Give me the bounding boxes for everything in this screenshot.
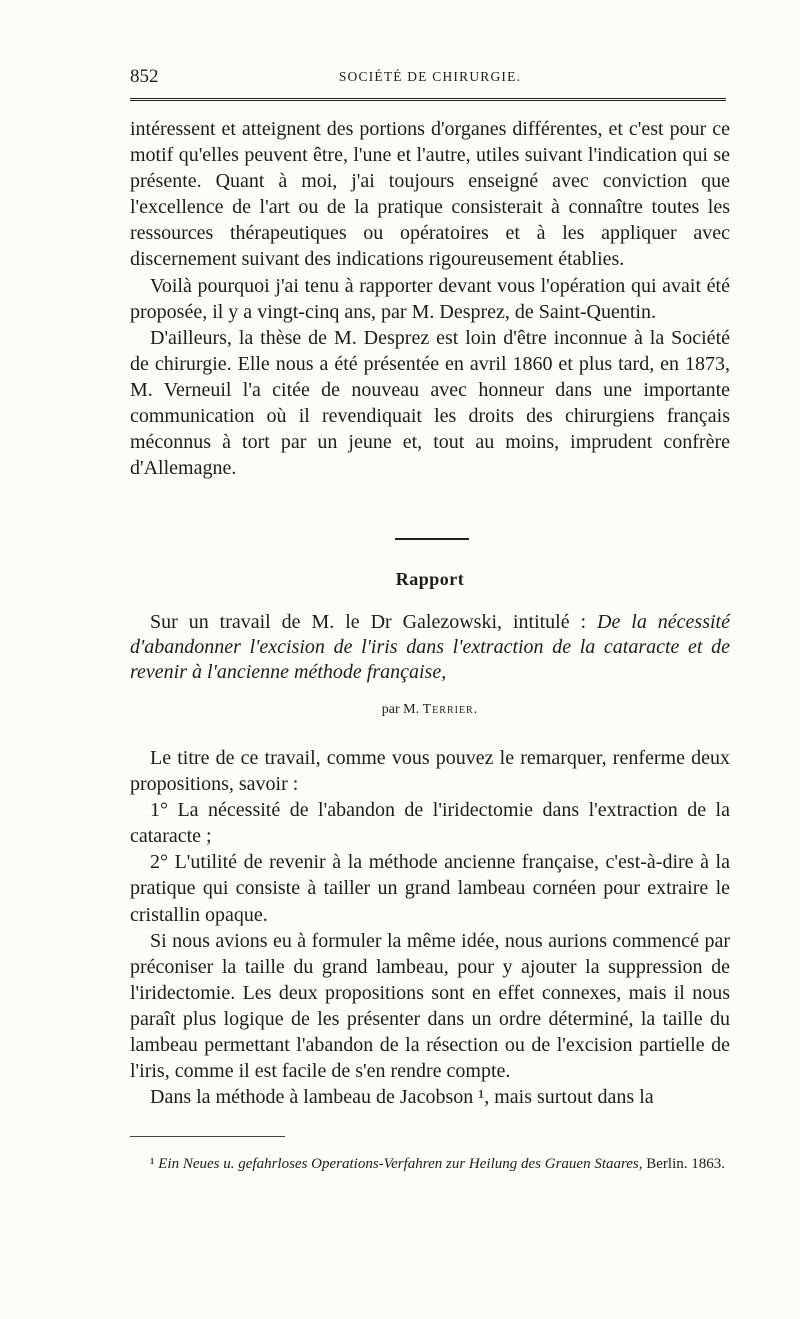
footnote-marker: ¹ <box>150 1156 159 1172</box>
rapport-work-title: De la nécessité d'abandonner l'excision de l'iris dans l'extraction de la cataracte et de revenir à l'ancienne méthode française, <box>130 611 730 683</box>
paragraph: Voilà pourquoi j'ai tenu à rapporter devant vous l'opération qui avait été proposée, il y a vingt-cinq ans, par M. Desprez, de Saint-Quentin. <box>130 274 730 323</box>
paragraph: D'ailleurs, la thèse de M. Desprez est loin d'être inconnue à la Société de chirurgie. Elle nous a été présentée en avril 1860 et plus tard, en 1873, M. Verneuil l'a citée de nouveau avec honneur dans une importante communication où il revendiquait les droits des chirurgiens français méconnus à tort par un jeune et, tout au moins, imprudent confrère d'Allemagne. <box>130 326 730 480</box>
footnote <box>130 1153 730 1175</box>
footnote-rule <box>130 1136 285 1137</box>
running-title: SOCIÉTÉ DE CHIRURGIE. <box>338 69 522 84</box>
paragraph: Le titre de ce travail, comme vous pouvez le remarquer, renferme deux propositions, savoir : <box>130 747 730 796</box>
paragraph: intéressent et atteignent des portions d'organes différentes, et c'est pour ce motif qu'elles peuvent être, l'une et l'autre, utiles suivant l'indication qui se présente. Quant à moi, j'ai toujours enseigné avec conviction que l'excellence de l'art ou de la pratique consisterait à connaître toutes les ressources thérapeutiques ou opératoires et à les appliquer avec discernement suivant des indications rigoureusement établies. <box>130 118 730 271</box>
footnote-title: Ein Neues u. gefahrloses Operations-Verfahren zur Heilung des Grauen Staares, <box>158 1156 643 1172</box>
paragraph: Si nous avions eu à formuler la même idée, nous aurions commencé par préconiser la taille du grand lambeau, pour y ajouter la suppression de l'iridectomie. Les deux propositions sont en effet connexes, mais il nous paraît plus logique de les présenter dans un ordre déterminé, la taille du lambeau permettant l'abandon de la résection ou de l'excision partielle de l'iris, comme il est facile de s'en rendre compte. <box>130 929 730 1083</box>
rapport-body <box>130 745 730 1110</box>
author-prefix: par M. <box>381 702 423 717</box>
rapport-intro: Sur un travail de M. le Dr Galezowski, intitulé : <box>150 611 598 633</box>
page-number: 852 <box>130 66 159 87</box>
paragraph: 1° La nécessité de l'abandon de l'iridectomie dans l'extraction de la cataracte ; <box>130 799 730 848</box>
rapport-heading <box>130 610 730 685</box>
header-rule <box>130 98 726 101</box>
page-header <box>130 66 730 90</box>
section-title: Rapport <box>395 569 465 589</box>
body-text <box>130 116 730 481</box>
footnote-place: Berlin. 1863. <box>642 1156 726 1172</box>
section-separator <box>395 538 469 540</box>
paragraph: 2° L'utilité de revenir à la méthode ancienne française, c'est-à-dire à la pratique qui consiste à tailler un grand lambeau cornéen pour extraire le cristallin opaque. <box>130 851 730 926</box>
author-name: Terrier. <box>422 702 479 717</box>
paragraph: Dans la méthode à lambeau de Jacobson ¹, mais surtout dans la <box>150 1086 654 1109</box>
rapport-author <box>130 702 730 718</box>
